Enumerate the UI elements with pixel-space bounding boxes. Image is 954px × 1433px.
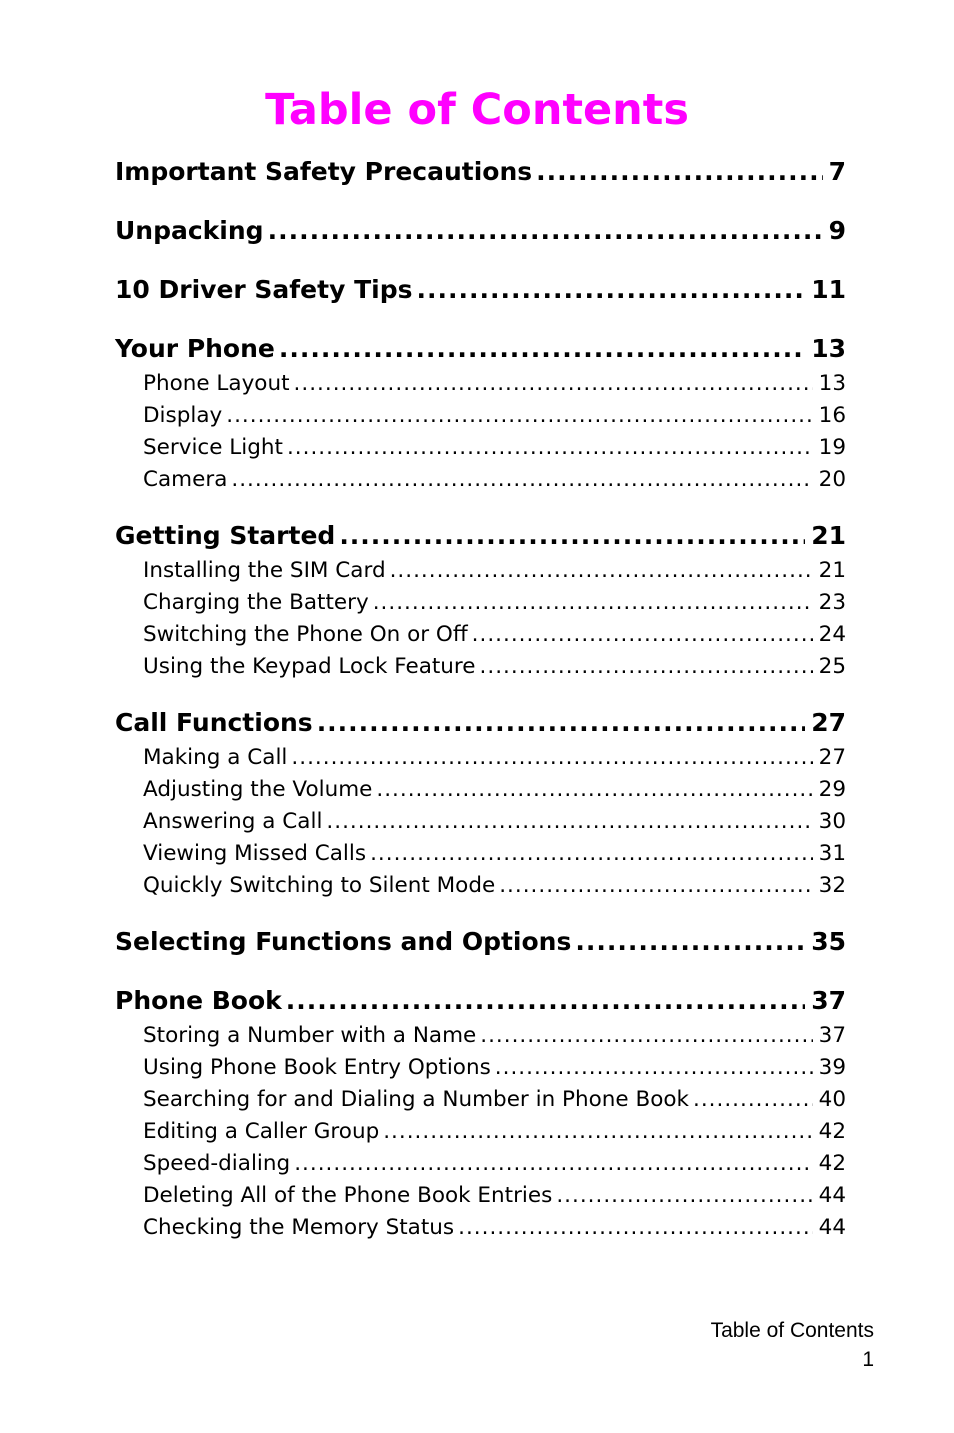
- toc-section-page: 27: [811, 708, 846, 737]
- toc-subentry[interactable]: [115, 1020, 846, 1052]
- toc-subentry[interactable]: [115, 870, 846, 902]
- dot-leader: [575, 922, 805, 961]
- toc-subentry-page: 25: [818, 654, 846, 679]
- toc-subentry-label: Making a Call: [143, 745, 288, 770]
- dot-leader: [480, 651, 813, 683]
- toc-subentry-page: 23: [818, 590, 846, 615]
- toc-section-title: Phone Book: [115, 986, 282, 1015]
- dot-leader: [373, 587, 813, 619]
- toc-section: [115, 981, 846, 1244]
- toc-subentry-label: Storing a Number with a Name: [143, 1023, 477, 1048]
- dot-leader: [339, 516, 805, 555]
- dot-leader: [370, 838, 813, 870]
- page-title: Table of Contents: [265, 85, 689, 135]
- dot-leader: [383, 1116, 812, 1148]
- toc-subentry-label: Checking the Memory Status: [143, 1215, 455, 1240]
- toc-subentry-page: 32: [818, 873, 846, 898]
- footer-label: Table of Contents: [710, 1319, 874, 1342]
- toc-subentry-page: 44: [818, 1215, 846, 1240]
- toc-subentry-page: 40: [818, 1087, 846, 1112]
- toc-subentry-label: Deleting All of the Phone Book Entries: [143, 1183, 553, 1208]
- dot-leader: [326, 806, 812, 838]
- toc-subentry-label: Using the Keypad Lock Feature: [143, 654, 476, 679]
- toc-subentry-page: 31: [818, 841, 846, 866]
- dot-leader: [480, 1020, 812, 1052]
- dot-leader: [287, 432, 813, 464]
- toc-subentry-label: Switching the Phone On or Off: [143, 622, 468, 647]
- toc-section-entry[interactable]: [115, 211, 846, 250]
- dot-leader: [556, 1180, 812, 1212]
- toc-section-title: Selecting Functions and Options: [115, 927, 572, 956]
- toc-subentry-page: 20: [818, 467, 846, 492]
- toc-subentry-label: Display: [143, 403, 223, 428]
- toc-section-title: Getting Started: [115, 521, 336, 550]
- toc-section: [115, 270, 846, 309]
- toc-section: [115, 922, 846, 961]
- toc-subentry[interactable]: [115, 1052, 846, 1084]
- toc-section-page: 37: [811, 986, 846, 1015]
- dot-leader: [376, 774, 812, 806]
- dot-leader: [390, 555, 813, 587]
- toc-subentry-label: Searching for and Dialing a Number in Phone Book: [143, 1087, 689, 1112]
- dot-leader: [495, 1052, 813, 1084]
- toc-subentry-label: Adjusting the Volume: [143, 777, 373, 802]
- dot-leader: [286, 981, 805, 1020]
- toc-section-page: 11: [811, 275, 846, 304]
- toc-section-page: 35: [811, 927, 846, 956]
- dot-leader: [536, 152, 822, 191]
- toc-subentry[interactable]: [115, 464, 846, 496]
- toc-subentry-page: 13: [818, 371, 846, 396]
- toc-subentry[interactable]: [115, 555, 846, 587]
- toc-subentry-label: Speed-dialing: [143, 1151, 291, 1176]
- toc-section-entry[interactable]: [115, 703, 846, 742]
- toc-section-title: Important Safety Precautions: [115, 157, 533, 186]
- toc-section-entry[interactable]: [115, 329, 846, 368]
- toc-subentry-label: Camera: [143, 467, 228, 492]
- dot-leader: [294, 368, 813, 400]
- toc-section-title: Your Phone: [115, 334, 275, 363]
- toc-subentry-page: 21: [818, 558, 846, 583]
- dot-leader: [226, 400, 812, 432]
- toc-subentry-page: 42: [818, 1151, 846, 1176]
- toc-subentry-page: 44: [818, 1183, 846, 1208]
- dot-leader: [417, 270, 806, 309]
- toc-subentry-page: 24: [818, 622, 846, 647]
- toc-subentry-page: 37: [818, 1023, 846, 1048]
- toc-subentry-label: Installing the SIM Card: [143, 558, 386, 583]
- toc-subentry[interactable]: [115, 400, 846, 432]
- page-footer: [711, 1316, 874, 1374]
- toc-section-entry[interactable]: [115, 270, 846, 309]
- toc-section: [115, 211, 846, 250]
- toc-subentry[interactable]: [115, 1148, 846, 1180]
- toc-section-entry[interactable]: [115, 516, 846, 555]
- toc-section-page: 9: [828, 216, 846, 245]
- toc-subentry[interactable]: [115, 774, 846, 806]
- toc-subentry-label: Using Phone Book Entry Options: [143, 1055, 491, 1080]
- toc-subentry-page: 29: [818, 777, 846, 802]
- toc-subentry-page: 42: [818, 1119, 846, 1144]
- toc-subentry[interactable]: [115, 1180, 846, 1212]
- toc-section: [115, 152, 846, 191]
- toc-subentry-label: Charging the Battery: [143, 590, 369, 615]
- toc-subentry-page: 27: [818, 745, 846, 770]
- toc-subentry[interactable]: [115, 1084, 846, 1116]
- toc-section: [115, 516, 846, 683]
- toc-subentry[interactable]: [115, 1212, 846, 1244]
- dot-leader: [294, 1148, 812, 1180]
- toc-subentry[interactable]: [115, 838, 846, 870]
- toc-section-page: 13: [811, 334, 846, 363]
- dot-leader: [231, 464, 812, 496]
- toc-section: [115, 329, 846, 496]
- dot-leader: [291, 742, 812, 774]
- dot-leader: [472, 619, 813, 651]
- toc-section-page: 7: [828, 157, 846, 186]
- dot-leader: [317, 703, 806, 742]
- toc-section-title: Unpacking: [115, 216, 264, 245]
- toc-section-entry[interactable]: [115, 981, 846, 1020]
- toc-subentry-label: Quickly Switching to Silent Mode: [143, 873, 496, 898]
- dot-leader: [268, 211, 823, 250]
- toc-subentry-label: Answering a Call: [143, 809, 323, 834]
- toc-section-title: 10 Driver Safety Tips: [115, 275, 413, 304]
- toc-section-title: Call Functions: [115, 708, 313, 737]
- dot-leader: [499, 870, 812, 902]
- toc-subentry[interactable]: [115, 587, 846, 619]
- toc-subentry-page: 30: [818, 809, 846, 834]
- toc-section-entry[interactable]: [115, 152, 846, 191]
- toc-subentry[interactable]: [115, 368, 846, 400]
- toc-subentry-page: 19: [818, 435, 846, 460]
- toc-subentry-label: Viewing Missed Calls: [143, 841, 367, 866]
- toc-section-page: 21: [811, 521, 846, 550]
- dot-leader: [693, 1084, 813, 1116]
- toc-subentry-page: 39: [818, 1055, 846, 1080]
- toc-subentry-label: Editing a Caller Group: [143, 1119, 380, 1144]
- toc-subentry-label: Service Light: [143, 435, 283, 460]
- footer-page-number: 1: [862, 1348, 874, 1371]
- dot-leader: [279, 329, 805, 368]
- toc-subentry[interactable]: [115, 619, 846, 651]
- toc-subentry[interactable]: [115, 806, 846, 838]
- toc-subentry-label: Phone Layout: [143, 371, 290, 396]
- toc-subentry[interactable]: [115, 651, 846, 683]
- toc-subentry-page: 16: [818, 403, 846, 428]
- dot-leader: [458, 1212, 813, 1244]
- toc-section-entry[interactable]: [115, 922, 846, 961]
- table-of-contents: [115, 152, 846, 1264]
- toc-section: [115, 703, 846, 902]
- toc-subentry[interactable]: [115, 1116, 846, 1148]
- toc-subentry[interactable]: [115, 742, 846, 774]
- toc-subentry[interactable]: [115, 432, 846, 464]
